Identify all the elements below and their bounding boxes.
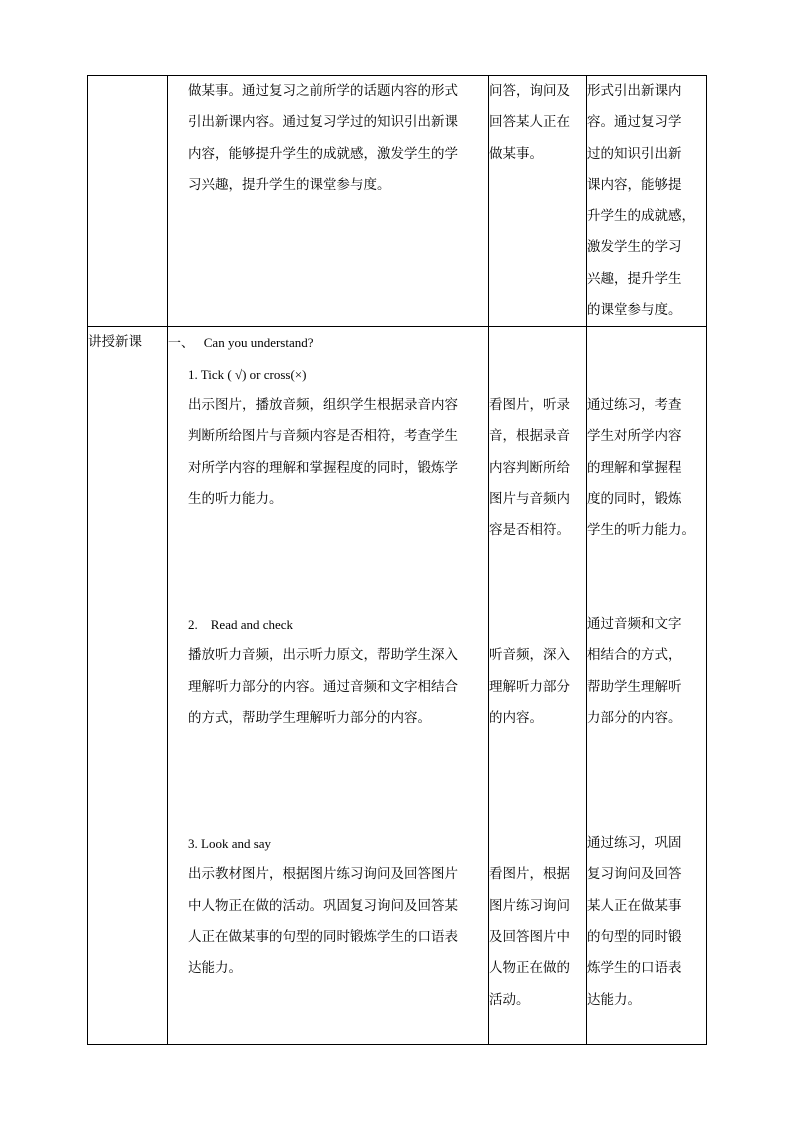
purpose-line: 帮助学生理解听: [587, 678, 682, 695]
student-line: 图片练习询问: [489, 897, 570, 914]
table-row-review: [88, 76, 707, 327]
teacher-line: 对所学内容的理解和掌握程度的同时，锻炼学: [188, 459, 458, 476]
teacher-line: 习兴趣，提升学生的课堂参与度。: [188, 176, 391, 193]
teacher-line: 中人物正在做的活动。巩固复习询问及回答某: [188, 897, 458, 914]
purpose-line: 通过练习，考查: [587, 396, 682, 413]
purpose-line: 复习询问及回答: [587, 866, 682, 883]
teacher-line: 引出新课内容。通过复习学过的知识引出新课: [188, 114, 458, 131]
part-heading: 2. Read and check: [188, 617, 294, 633]
student-line: 的内容。: [489, 709, 543, 726]
purpose-line: 的课堂参与度。: [587, 302, 682, 319]
teacher-line: 内容，能够提升学生的成就感，激发学生的学: [188, 145, 458, 162]
teacher-line: 的方式，帮助学生理解听力部分的内容。: [188, 709, 431, 726]
teacher-line: 出示教材图片，根据图片练习询问及回答图片: [188, 866, 458, 883]
stage-cell: [88, 76, 168, 327]
teacher-line: 生的听力能力。: [188, 490, 283, 507]
teacher-line: 达能力。: [188, 960, 242, 977]
teacher-line: 做某事。通过复习之前所学的话题内容的形式: [188, 83, 458, 99]
teacher-line: 出示图片，播放音频，组织学生根据录音内容: [188, 396, 458, 413]
purpose-line: 度的同时，锻炼: [587, 490, 682, 507]
teacher-line: 判断所给图片与音频内容是否相符，考查学生: [188, 428, 458, 445]
student-line: 音，根据录音: [489, 428, 570, 445]
teacher-line: 播放听力音频，出示听力原文，帮助学生深入: [188, 647, 458, 664]
section-title: 一、 Can you understand?: [168, 335, 314, 351]
purpose-line: 学生的听力能力。: [587, 522, 695, 539]
student-line: 图片与音频内: [489, 490, 570, 507]
student-line: 活动。: [489, 991, 530, 1008]
teacher-activity-cell: [168, 76, 489, 327]
stage-label: 讲授新课: [88, 334, 142, 351]
purpose-line: 的句型的同时锻: [587, 929, 682, 946]
purpose-line: 形式引出新课内: [587, 83, 682, 99]
teacher-line: 理解听力部分的内容。通过音频和文字相结合: [188, 678, 458, 695]
purpose-line: 达能力。: [587, 991, 641, 1008]
purpose-line: 激发学生的学习: [587, 239, 682, 256]
teacher-line: 人正在做某事的句型的同时锻炼学生的口语表: [188, 929, 458, 946]
purpose-line: 通过音频和文字: [587, 616, 682, 633]
student-activity-cell: [489, 327, 587, 1045]
student-line: 听音频，深入: [489, 647, 570, 664]
student-line: 理解听力部分: [489, 678, 570, 695]
purpose-line: 的理解和掌握程: [587, 459, 682, 476]
purpose-line: 学生对所学内容: [587, 428, 682, 445]
teacher-activity-cell: [168, 327, 489, 1045]
part-heading: 3. Look and say: [188, 836, 272, 852]
purpose-line: 通过练习，巩固: [587, 835, 682, 852]
purpose-line: 力部分的内容。: [587, 709, 682, 726]
purpose-line: 相结合的方式，: [587, 647, 682, 664]
student-line: 看图片，听录: [489, 396, 570, 413]
design-purpose-cell: [587, 76, 707, 327]
student-line: 人物正在做的: [489, 960, 570, 977]
stage-cell: [88, 327, 168, 1045]
purpose-line: 某人正在做某事: [587, 897, 682, 914]
design-purpose-cell: [587, 327, 707, 1045]
student-line: 问答，询问及: [489, 83, 570, 99]
table-row-new-lesson: [88, 327, 707, 1045]
student-line: 回答某人正在: [489, 114, 570, 131]
student-line: 内容判断所给: [489, 459, 570, 476]
lesson-plan-table: [87, 75, 707, 1045]
purpose-line: 兴趣，提升学生: [587, 270, 682, 287]
student-line: 做某事。: [489, 145, 543, 162]
student-activity-cell: [489, 76, 587, 327]
student-line: 看图片，根据: [489, 866, 570, 883]
purpose-line: 升学生的成就感，: [587, 208, 695, 225]
purpose-line: 课内容，能够提: [587, 176, 682, 193]
purpose-line: 容。通过复习学: [587, 114, 682, 131]
student-line: 容是否相符。: [489, 522, 570, 539]
part-heading: 1. Tick ( √) or cross(×): [188, 366, 307, 382]
purpose-line: 炼学生的口语表: [587, 960, 682, 977]
student-line: 及回答图片中: [489, 929, 570, 946]
purpose-line: 过的知识引出新: [587, 145, 682, 162]
